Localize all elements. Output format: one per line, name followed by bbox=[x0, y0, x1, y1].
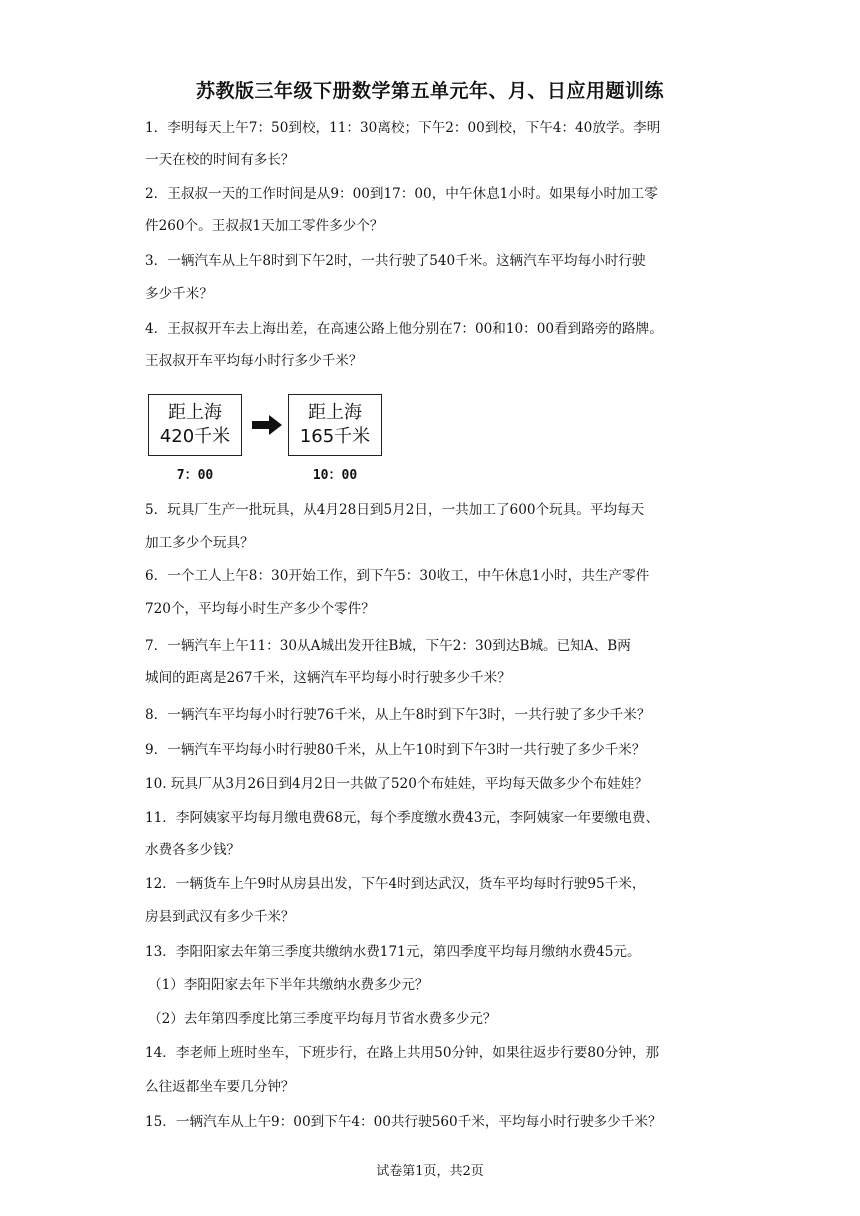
right-arrow-icon bbox=[252, 414, 282, 436]
question-line: 1．李明每天上午7：50到校，11：30离校；下午2：00到校，下午4：40放学。李明 bbox=[145, 120, 661, 136]
sign-time-right: 10：00 bbox=[312, 468, 358, 483]
question-subline: （2）去年第四季度比第三季度平均每月节省水费多少元？ bbox=[148, 1011, 497, 1027]
question-line: 水费各多少钱？ bbox=[145, 842, 241, 858]
sign-text: 距上海 bbox=[168, 402, 222, 423]
road-sign-right bbox=[288, 394, 382, 456]
question-line: 720个，平均每小时生产多少个零件？ bbox=[145, 601, 375, 617]
question-line: 15．一辆汽车从上午9：00到下午4：00共行驶560千米，平均每小时行驶多少千米？ bbox=[145, 1114, 662, 1130]
sign-distance: 165千米 bbox=[299, 426, 371, 447]
question-line: 13．李阳阳家去年第三季度共缴纳水费171元，第四季度平均每月缴纳水费45元。 bbox=[145, 944, 641, 960]
road-sign-left bbox=[148, 394, 242, 456]
question-line: 城间的距离是267千米，这辆汽车平均每小时行驶多少千米？ bbox=[145, 670, 511, 686]
question-line: 房县到武汉有多少千米？ bbox=[145, 909, 295, 925]
sign-text: 距上海 bbox=[308, 402, 362, 423]
question-line: 12．一辆货车上午9时从房县出发，下午4时到达武汉，货车平均每时行驶95千米， bbox=[145, 876, 646, 892]
question-line: 11．李阿姨家平均每月缴电费68元，每个季度缴水费43元，李阿姨家一年要缴电费、 bbox=[145, 810, 660, 826]
page-title: 苏教版三年级下册数学第五单元年、月、日应用题训练 bbox=[195, 80, 664, 102]
question-line: 5．玩具厂生产一批玩具，从4月28日到5月2日，一共加工了600个玩具。平均每天 bbox=[145, 502, 645, 518]
question-line: 么往返都坐车要几分钟？ bbox=[145, 1079, 295, 1095]
question-line: 7．一辆汽车上午11：30从A城出发开往B城，下午2：30到达B城。已知A、B两 bbox=[145, 638, 631, 654]
question-line: 一天在校的时间有多长？ bbox=[145, 152, 295, 168]
sign-time-left: 7：00 bbox=[176, 468, 214, 483]
question-line: 2．王叔叔一天的工作时间是从9：00到17：00，中午休息1小时。如果每小时加工零 bbox=[145, 186, 658, 202]
question-line: 6．一个工人上午8：30开始工作，到下午5：30收工，中午休息1小时，共生产零件 bbox=[145, 568, 650, 584]
sign-distance: 420千米 bbox=[159, 426, 231, 447]
question-subline: （1）李阳阳家去年下半年共缴纳水费多少元？ bbox=[148, 977, 429, 993]
question-line: 加工多少个玩具？ bbox=[145, 535, 254, 551]
question-line: 件260个。王叔叔1天加工零件多少个？ bbox=[145, 218, 384, 234]
question-line: 王叔叔开车平均每小时行多少千米？ bbox=[145, 353, 363, 369]
question-line: 9．一辆汽车平均每小时行驶80千米，从上午10时到下午3时一共行驶了多少千米？ bbox=[145, 742, 646, 758]
question-line: 多少千米？ bbox=[145, 286, 213, 302]
question-line: 8．一辆汽车平均每小时行驶76千米，从上午8时到下午3时，一共行驶了多少千米？ bbox=[145, 707, 651, 723]
page-footer: 试卷第1页，共2页 bbox=[376, 1164, 484, 1179]
question-line: 14．李老师上班时坐车，下班步行，在路上共用50分钟，如果往返步行要80分钟，那 bbox=[145, 1045, 660, 1061]
question-line: 10. 玩具厂从3月26日到4月2日一共做了520个布娃娃，平均每天做多少个布娃娃？ bbox=[145, 776, 648, 792]
road-signs-figure bbox=[148, 394, 388, 484]
question-line: 4．王叔叔开车去上海出差，在高速公路上他分别在7：00和10：00看到路旁的路牌。 bbox=[145, 321, 663, 337]
question-line: 3．一辆汽车从上午8时到下午2时，一共行驶了540千米。这辆汽车平均每小时行驶 bbox=[145, 253, 646, 269]
